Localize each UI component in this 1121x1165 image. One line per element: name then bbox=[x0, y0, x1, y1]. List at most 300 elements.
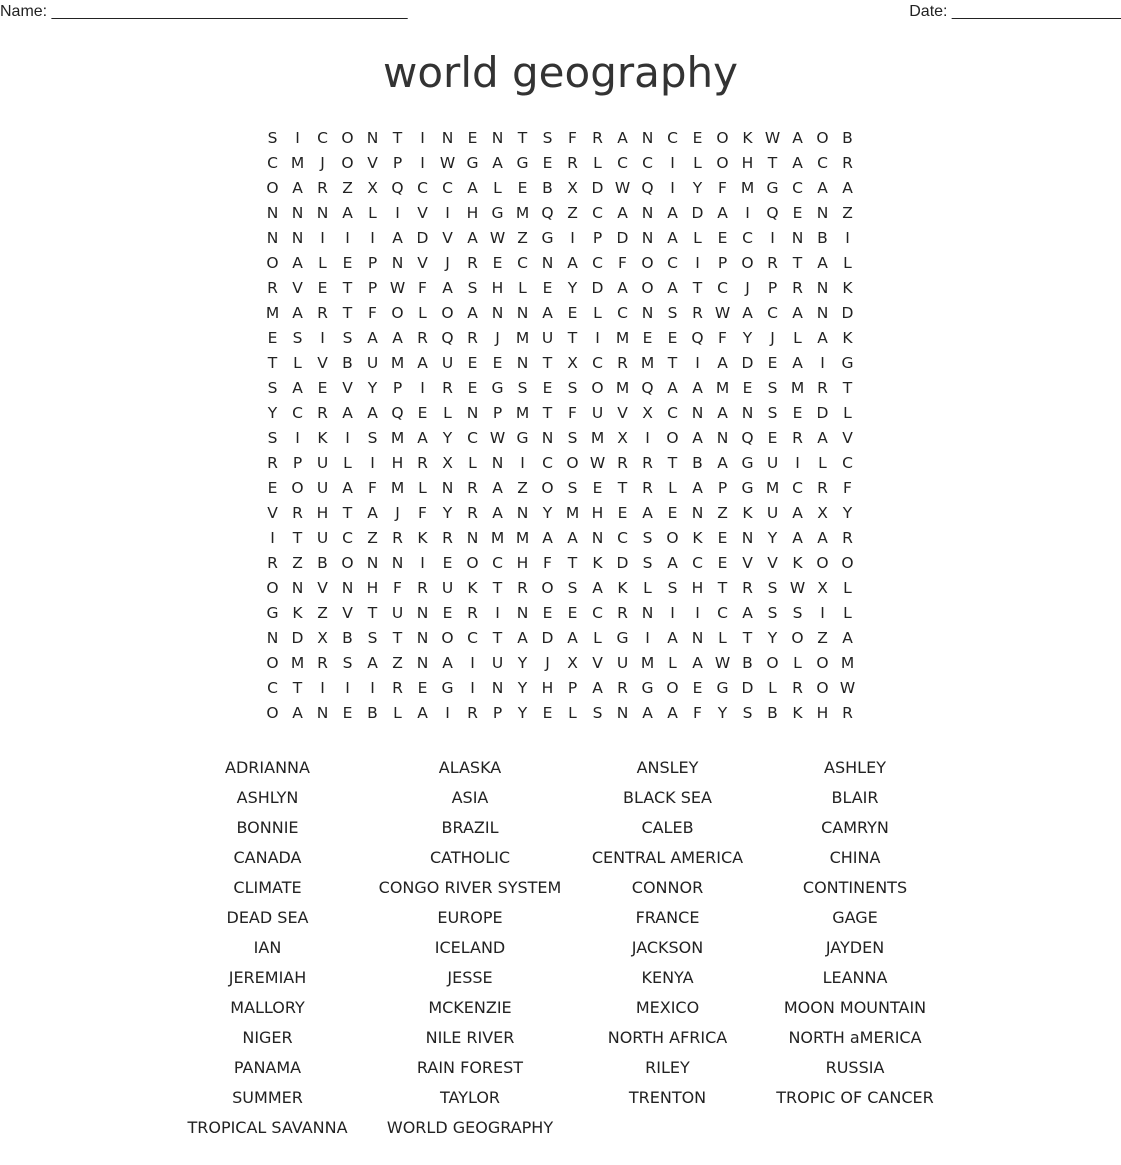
word-bank-item: ANSLEY bbox=[636, 757, 699, 777]
grid-letter: C bbox=[592, 604, 603, 622]
grid-letter: I bbox=[820, 604, 825, 622]
grid-letter: D bbox=[291, 629, 304, 647]
grid-letter: R bbox=[442, 529, 453, 547]
grid-letter: V bbox=[417, 254, 428, 272]
grid-letter: E bbox=[417, 404, 428, 422]
grid-letter: S bbox=[292, 329, 303, 347]
grid-letter: A bbox=[667, 379, 678, 397]
grid-letter: A bbox=[717, 354, 728, 372]
grid-letter: G bbox=[516, 154, 529, 172]
grid-letter: E bbox=[767, 354, 778, 372]
grid-letter: I bbox=[470, 679, 475, 697]
grid-letter: A bbox=[567, 529, 578, 547]
grid-letter: I bbox=[695, 254, 700, 272]
grid-letter: A bbox=[467, 229, 478, 247]
word-bank-item: ASIA bbox=[451, 787, 489, 807]
grid-letter: S bbox=[767, 404, 778, 422]
grid-letter: Q bbox=[691, 329, 704, 347]
grid-letter: L bbox=[643, 579, 652, 597]
grid-letter: C bbox=[742, 229, 753, 247]
grid-letter: N bbox=[716, 429, 729, 447]
grid-letter: A bbox=[692, 479, 703, 497]
grid-letter: U bbox=[616, 654, 629, 672]
grid-letter: A bbox=[667, 279, 678, 297]
grid-letter: O bbox=[591, 379, 604, 397]
grid-letter: N bbox=[791, 229, 804, 247]
grid-letter: R bbox=[617, 604, 628, 622]
grid-letter: V bbox=[342, 604, 353, 622]
grid-letter: P bbox=[367, 279, 378, 297]
word-bank-item: JEREMIAH bbox=[228, 967, 307, 987]
grid-letter: K bbox=[592, 554, 603, 572]
grid-letter: A bbox=[692, 654, 703, 672]
grid-letter: A bbox=[667, 229, 678, 247]
grid-letter: E bbox=[617, 504, 628, 522]
grid-letter: M bbox=[840, 654, 855, 672]
grid-letter: N bbox=[641, 129, 654, 147]
word-bank-item: FRANCE bbox=[635, 907, 700, 927]
grid-letter: V bbox=[592, 654, 603, 672]
grid-row bbox=[260, 426, 860, 451]
grid-letter: B bbox=[742, 654, 753, 672]
grid-letter: P bbox=[392, 154, 403, 172]
grid-letter: V bbox=[842, 429, 853, 447]
grid-letter: R bbox=[617, 679, 628, 697]
grid-letter: R bbox=[267, 454, 278, 472]
grid-letter: R bbox=[842, 529, 853, 547]
grid-letter: M bbox=[715, 379, 730, 397]
grid-letter: T bbox=[392, 629, 403, 647]
grid-letter: C bbox=[617, 529, 628, 547]
word-bank-item: CONNOR bbox=[631, 877, 704, 897]
word-bank-item: DEAD SEA bbox=[226, 907, 309, 927]
grid-letter: O bbox=[541, 479, 554, 497]
grid-letter: R bbox=[317, 404, 328, 422]
grid-row bbox=[260, 526, 860, 551]
grid-letter: A bbox=[492, 479, 503, 497]
grid-letter: T bbox=[617, 479, 628, 497]
grid-letter: N bbox=[816, 204, 829, 222]
grid-letter: S bbox=[767, 579, 778, 597]
grid-letter: U bbox=[316, 529, 329, 547]
grid-letter: P bbox=[767, 279, 778, 297]
grid-letter: W bbox=[789, 579, 806, 597]
grid-letter: R bbox=[467, 479, 478, 497]
grid-letter: M bbox=[290, 154, 305, 172]
grid-letter: A bbox=[642, 704, 653, 722]
grid-letter: Y bbox=[267, 404, 278, 422]
grid-letter: N bbox=[391, 254, 404, 272]
grid-letter: O bbox=[266, 654, 279, 672]
grid-letter: A bbox=[717, 404, 728, 422]
grid-letter: R bbox=[792, 429, 803, 447]
grid-letter: E bbox=[442, 604, 453, 622]
grid-letter: R bbox=[267, 554, 278, 572]
grid-letter: S bbox=[567, 379, 578, 397]
grid-letter: R bbox=[742, 579, 753, 597]
grid-letter: Z bbox=[367, 529, 378, 547]
grid-letter: V bbox=[317, 354, 328, 372]
grid-letter: H bbox=[391, 454, 404, 472]
grid-letter: Q bbox=[641, 379, 654, 397]
grid-letter: L bbox=[843, 404, 852, 422]
grid-letter: L bbox=[418, 304, 427, 322]
grid-letter: I bbox=[695, 354, 700, 372]
grid-letter: K bbox=[467, 579, 478, 597]
grid-letter: N bbox=[466, 404, 479, 422]
grid-letter: T bbox=[542, 354, 553, 372]
page-title: world geography bbox=[383, 48, 738, 97]
word-bank-item: BLACK SEA bbox=[623, 787, 712, 807]
grid-letter: I bbox=[295, 429, 300, 447]
grid-letter: Z bbox=[517, 229, 528, 247]
grid-letter: L bbox=[793, 654, 802, 672]
grid-letter: A bbox=[492, 504, 503, 522]
grid-letter: N bbox=[416, 629, 429, 647]
grid-letter: W bbox=[839, 679, 856, 697]
grid-letter: O bbox=[816, 129, 829, 147]
grid-letter: I bbox=[595, 329, 600, 347]
grid-letter: E bbox=[767, 429, 778, 447]
grid-row bbox=[260, 251, 860, 276]
grid-letter: N bbox=[491, 304, 504, 322]
grid-letter: L bbox=[593, 154, 602, 172]
grid-letter: K bbox=[742, 504, 753, 522]
grid-letter: M bbox=[765, 479, 780, 497]
grid-letter: X bbox=[642, 404, 653, 422]
grid-letter: A bbox=[817, 329, 828, 347]
grid-letter: S bbox=[592, 704, 603, 722]
word-bank-item: CONGO RIVER SYSTEM bbox=[378, 877, 562, 897]
grid-letter: C bbox=[667, 129, 678, 147]
grid-letter: A bbox=[792, 154, 803, 172]
grid-letter: S bbox=[567, 429, 578, 447]
word-bank-item: JAYDEN bbox=[825, 937, 885, 957]
grid-row bbox=[260, 176, 860, 201]
grid-letter: E bbox=[717, 554, 728, 572]
grid-letter: D bbox=[691, 204, 704, 222]
grid-letter: R bbox=[567, 154, 578, 172]
grid-letter: L bbox=[568, 704, 577, 722]
grid-letter: T bbox=[492, 629, 503, 647]
grid-row bbox=[260, 651, 860, 676]
grid-letter: O bbox=[341, 554, 354, 572]
grid-letter: A bbox=[542, 529, 553, 547]
word-bank-item: SUMMER bbox=[232, 1087, 303, 1107]
grid-letter: S bbox=[267, 129, 278, 147]
grid-letter: T bbox=[667, 354, 678, 372]
grid-letter: Q bbox=[441, 329, 454, 347]
grid-letter: S bbox=[667, 579, 678, 597]
grid-letter: G bbox=[716, 679, 729, 697]
grid-row bbox=[260, 551, 860, 576]
grid-letter: E bbox=[742, 379, 753, 397]
grid-letter: O bbox=[716, 154, 729, 172]
word-bank-item: ASHLYN bbox=[236, 787, 299, 807]
grid-letter: M bbox=[515, 329, 530, 347]
grid-letter: I bbox=[370, 454, 375, 472]
grid-letter: D bbox=[616, 229, 629, 247]
grid-letter: S bbox=[542, 129, 553, 147]
grid-letter: C bbox=[667, 254, 678, 272]
word-bank-item: CHINA bbox=[829, 847, 881, 867]
grid-letter: C bbox=[617, 154, 628, 172]
grid-letter: N bbox=[441, 479, 454, 497]
grid-letter: B bbox=[842, 129, 853, 147]
grid-letter: K bbox=[292, 604, 303, 622]
grid-letter: I bbox=[745, 204, 750, 222]
grid-letter: W bbox=[714, 654, 731, 672]
grid-letter: H bbox=[466, 204, 479, 222]
grid-letter: A bbox=[467, 304, 478, 322]
word-bank-item: CALEB bbox=[641, 817, 694, 837]
word-bank-item: NIGER bbox=[242, 1027, 293, 1047]
grid-letter: I bbox=[520, 454, 525, 472]
grid-letter: E bbox=[792, 404, 803, 422]
grid-letter: C bbox=[542, 454, 553, 472]
grid-letter: T bbox=[567, 554, 578, 572]
grid-letter: A bbox=[417, 429, 428, 447]
grid-letter: E bbox=[642, 329, 653, 347]
grid-letter: B bbox=[367, 704, 378, 722]
grid-letter: O bbox=[341, 129, 354, 147]
grid-letter: T bbox=[342, 304, 353, 322]
grid-letter: L bbox=[668, 479, 677, 497]
grid-letter: N bbox=[516, 604, 529, 622]
grid-letter: E bbox=[467, 129, 478, 147]
grid-row bbox=[260, 576, 860, 601]
grid-letter: L bbox=[318, 254, 327, 272]
grid-letter: R bbox=[767, 254, 778, 272]
grid-letter: C bbox=[467, 429, 478, 447]
grid-letter: R bbox=[642, 454, 653, 472]
grid-letter: R bbox=[517, 579, 528, 597]
grid-letter: D bbox=[591, 179, 604, 197]
grid-letter: G bbox=[741, 479, 754, 497]
grid-letter: N bbox=[616, 704, 629, 722]
grid-letter: Q bbox=[391, 179, 404, 197]
grid-letter: Y bbox=[567, 279, 578, 297]
grid-letter: F bbox=[418, 279, 427, 297]
grid-letter: S bbox=[267, 429, 278, 447]
grid-letter: I bbox=[420, 154, 425, 172]
grid-letter: Z bbox=[517, 479, 528, 497]
grid-letter: W bbox=[389, 279, 406, 297]
grid-letter: N bbox=[416, 654, 429, 672]
grid-letter: V bbox=[742, 554, 753, 572]
grid-letter: V bbox=[617, 404, 628, 422]
word-bank-item: BLAIR bbox=[831, 787, 879, 807]
grid-row bbox=[260, 701, 860, 726]
grid-letter: E bbox=[542, 154, 553, 172]
grid-letter: F bbox=[568, 129, 577, 147]
grid-letter: L bbox=[693, 154, 702, 172]
grid-row bbox=[260, 626, 860, 651]
grid-letter: Y bbox=[767, 629, 778, 647]
grid-letter: A bbox=[292, 379, 303, 397]
grid-letter: V bbox=[367, 154, 378, 172]
grid-letter: U bbox=[316, 479, 329, 497]
grid-letter: D bbox=[616, 554, 629, 572]
grid-letter: K bbox=[617, 579, 628, 597]
grid-letter: X bbox=[817, 579, 828, 597]
grid-letter: I bbox=[845, 229, 850, 247]
grid-letter: R bbox=[317, 304, 328, 322]
grid-letter: O bbox=[666, 679, 679, 697]
grid-letter: X bbox=[567, 179, 578, 197]
grid-letter: T bbox=[292, 529, 303, 547]
grid-letter: C bbox=[592, 204, 603, 222]
grid-letter: A bbox=[367, 654, 378, 672]
grid-letter: C bbox=[442, 179, 453, 197]
grid-letter: T bbox=[342, 279, 353, 297]
grid-letter: Z bbox=[317, 604, 328, 622]
grid-letter: R bbox=[317, 179, 328, 197]
grid-letter: L bbox=[293, 354, 302, 372]
grid-letter: N bbox=[341, 579, 354, 597]
grid-letter: T bbox=[692, 279, 703, 297]
grid-letter: C bbox=[767, 304, 778, 322]
grid-letter: S bbox=[342, 654, 353, 672]
grid-letter: A bbox=[667, 704, 678, 722]
grid-letter: N bbox=[441, 129, 454, 147]
word-bank-item: TROPICAL SAVANNA bbox=[187, 1117, 348, 1137]
grid-letter: J bbox=[320, 154, 325, 172]
grid-letter: A bbox=[467, 179, 478, 197]
grid-letter: F bbox=[418, 504, 427, 522]
grid-letter: I bbox=[370, 229, 375, 247]
grid-letter: O bbox=[566, 454, 579, 472]
grid-letter: A bbox=[742, 604, 753, 622]
grid-letter: G bbox=[266, 604, 279, 622]
grid-letter: G bbox=[766, 179, 779, 197]
grid-letter: E bbox=[317, 379, 328, 397]
grid-letter: R bbox=[842, 704, 853, 722]
grid-letter: T bbox=[492, 579, 503, 597]
grid-letter: C bbox=[842, 454, 853, 472]
grid-letter: G bbox=[741, 454, 754, 472]
grid-letter: L bbox=[493, 179, 502, 197]
grid-letter: T bbox=[767, 154, 778, 172]
grid-letter: C bbox=[717, 604, 728, 622]
grid-letter: O bbox=[341, 154, 354, 172]
grid-letter: R bbox=[317, 654, 328, 672]
grid-letter: R bbox=[292, 504, 303, 522]
grid-letter: E bbox=[567, 604, 578, 622]
word-bank-item: JACKSON bbox=[631, 937, 704, 957]
grid-letter: I bbox=[670, 179, 675, 197]
grid-letter: A bbox=[342, 204, 353, 222]
grid-letter: V bbox=[317, 579, 328, 597]
grid-letter: N bbox=[516, 504, 529, 522]
grid-row bbox=[260, 351, 860, 376]
grid-letter: W bbox=[439, 154, 456, 172]
grid-letter: N bbox=[816, 279, 829, 297]
grid-letter: T bbox=[717, 579, 728, 597]
grid-letter: N bbox=[291, 204, 304, 222]
word-bank-item: JESSE bbox=[447, 967, 493, 987]
grid-letter: I bbox=[420, 379, 425, 397]
grid-letter: U bbox=[591, 404, 604, 422]
grid-letter: N bbox=[291, 579, 304, 597]
word-bank-item: LEANNA bbox=[822, 967, 888, 987]
grid-letter: Z bbox=[717, 504, 728, 522]
grid-letter: A bbox=[492, 154, 503, 172]
grid-letter: E bbox=[492, 354, 503, 372]
grid-letter: H bbox=[691, 579, 704, 597]
grid-letter: T bbox=[667, 454, 678, 472]
grid-letter: A bbox=[792, 354, 803, 372]
grid-letter: E bbox=[492, 254, 503, 272]
grid-letter: R bbox=[417, 329, 428, 347]
grid-letter: Z bbox=[567, 204, 578, 222]
grid-letter: A bbox=[817, 429, 828, 447]
grid-letter: A bbox=[442, 654, 453, 672]
grid-letter: A bbox=[792, 129, 803, 147]
word-bank-item: ALASKA bbox=[438, 757, 502, 777]
grid-letter: I bbox=[645, 429, 650, 447]
grid-letter: L bbox=[793, 329, 802, 347]
grid-letter: L bbox=[718, 629, 727, 647]
grid-letter: I bbox=[820, 354, 825, 372]
grid-letter: I bbox=[795, 454, 800, 472]
grid-letter: I bbox=[695, 604, 700, 622]
grid-letter: N bbox=[641, 229, 654, 247]
grid-letter: C bbox=[292, 404, 303, 422]
word-bank-item: CAMRYN bbox=[821, 817, 889, 837]
grid-letter: D bbox=[541, 629, 554, 647]
grid-letter: N bbox=[741, 529, 754, 547]
grid-letter: S bbox=[742, 704, 753, 722]
grid-letter: C bbox=[517, 254, 528, 272]
grid-letter: Q bbox=[641, 179, 654, 197]
name-field-label: Name: ________________________________________ bbox=[0, 3, 408, 20]
grid-row bbox=[260, 301, 860, 326]
grid-letter: O bbox=[291, 479, 304, 497]
grid-letter: M bbox=[515, 404, 530, 422]
grid-letter: E bbox=[667, 504, 678, 522]
word-bank-item: CONTINENTS bbox=[802, 877, 908, 897]
grid-letter: I bbox=[320, 329, 325, 347]
grid-letter: N bbox=[316, 704, 329, 722]
grid-letter: N bbox=[816, 304, 829, 322]
grid-letter: M bbox=[615, 379, 630, 397]
grid-letter: L bbox=[843, 254, 852, 272]
grid-letter: Y bbox=[517, 654, 528, 672]
grid-letter: A bbox=[442, 279, 453, 297]
grid-letter: N bbox=[266, 229, 279, 247]
grid-letter: L bbox=[418, 479, 427, 497]
grid-letter: O bbox=[766, 654, 779, 672]
grid-letter: B bbox=[317, 554, 328, 572]
grid-row bbox=[260, 226, 860, 251]
grid-letter: P bbox=[392, 379, 403, 397]
grid-letter: A bbox=[792, 304, 803, 322]
grid-letter: A bbox=[292, 704, 303, 722]
word-bank-item: GAGE bbox=[832, 907, 878, 927]
grid-letter: H bbox=[366, 579, 379, 597]
grid-letter: P bbox=[367, 254, 378, 272]
grid-letter: I bbox=[495, 604, 500, 622]
grid-letter: N bbox=[541, 429, 554, 447]
grid-letter: L bbox=[468, 454, 477, 472]
grid-letter: H bbox=[816, 704, 829, 722]
grid-letter: P bbox=[292, 454, 303, 472]
grid-letter: R bbox=[642, 479, 653, 497]
grid-letter: Y bbox=[767, 529, 778, 547]
grid-letter: S bbox=[467, 279, 478, 297]
grid-letter: U bbox=[366, 354, 379, 372]
